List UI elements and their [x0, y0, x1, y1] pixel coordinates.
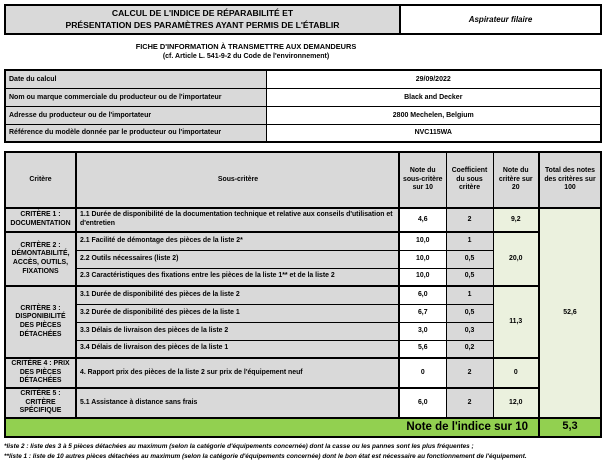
coef-2-1: 1 — [446, 232, 493, 250]
note-5-1: 6,0 — [399, 388, 446, 418]
score20-criterion-3: 11,3 — [493, 286, 539, 358]
table-row-1-1 — [5, 208, 601, 232]
criterion-2-name: CRITÈRE 2 : DÉMONTABILITÉ, ACCÈS, OUTILS, FIXATIONS — [5, 232, 76, 286]
header-band — [4, 4, 602, 35]
coef-3-2: 0,5 — [446, 304, 493, 322]
index-score-label: Note de l'indice sur 10 — [5, 418, 539, 437]
col-header-critere: Critère — [5, 152, 76, 208]
col-header-note-sous-critere: Note du sous-critère sur 10 — [399, 152, 446, 208]
note-3-2: 6,7 — [399, 304, 446, 322]
page-title-line1: CALCUL DE L'INDICE DE RÉPARABILITÉ ET — [111, 7, 294, 18]
info-row-address — [5, 106, 601, 124]
coef-2-2: 0,5 — [446, 250, 493, 268]
note-3-3: 3,0 — [399, 322, 446, 340]
product-category-box — [399, 6, 600, 33]
note-3-1: 6,0 — [399, 286, 446, 304]
note-4: 0 — [399, 358, 446, 388]
coef-3-3: 0,3 — [446, 322, 493, 340]
index-score-row — [5, 418, 601, 437]
subcriterion-2-3: 2.3 Caractéristiques des fixations entre les pièces de la liste 1** et de la liste 2 — [76, 268, 399, 286]
info-row-date — [5, 70, 601, 88]
coef-4: 2 — [446, 358, 493, 388]
subcriterion-2-1: 2.1 Facilité de démontage des pièces de la liste 2* — [76, 232, 399, 250]
subcriterion-2-2: 2.2 Outils nécessaires (liste 2) — [76, 250, 399, 268]
subtitle-line2: (cf. Article L. 541-9-2 du Code de l'environnement) — [162, 53, 330, 60]
note-2-1: 10,0 — [399, 232, 446, 250]
note-2-2: 10,0 — [399, 250, 446, 268]
table-row-4 — [5, 358, 601, 388]
col-header-coefficient: Coefficient du sous critère — [446, 152, 493, 208]
info-value-address: 2800 Mechelen, Belgium — [266, 106, 601, 124]
coef-1-1: 2 — [446, 208, 493, 232]
info-value-date: 29/09/2022 — [266, 70, 601, 88]
info-value-model: NVC115WA — [266, 124, 601, 142]
subcriterion-5-1: 5.1 Assistance à distance sans frais — [76, 388, 399, 418]
criterion-4-name: CRITÈRE 4 : PRIX DES PIÈCES DÉTACHÉES — [5, 358, 76, 388]
info-label-address: Adresse du producteur ou de l'importateur — [5, 106, 266, 124]
criteria-header-row — [5, 152, 601, 208]
note-3-4: 5,6 — [399, 340, 446, 358]
subcriterion-3-2: 3.2 Durée de disponibilité des pièces de la liste 1 — [76, 304, 399, 322]
product-category-label: Aspirateur filaire — [468, 15, 533, 24]
subcriterion-3-3: 3.3 Délais de livraison des pièces de la liste 2 — [76, 322, 399, 340]
info-value-producer: Black and Decker — [266, 88, 601, 106]
subcriterion-4: 4. Rapport prix des pièces de la liste 2 sur prix de l'équipement neuf — [76, 358, 399, 388]
info-row-model — [5, 124, 601, 142]
col-header-total: Total des notes des critères sur 100 — [539, 152, 601, 208]
subcriterion-1-1: 1.1 Durée de disponibilité de la documentation technique et relative aux conseils d'utilisation et d'entretien — [76, 208, 399, 232]
col-header-sous-critere: Sous-critère — [76, 152, 399, 208]
info-label-date: Date du calcul — [5, 70, 266, 88]
info-row-producer — [5, 88, 601, 106]
score20-criterion-2: 20,0 — [493, 232, 539, 286]
page-title-line2: PRÉSENTATION DES PARAMÈTRES AYANT PERMIS DE L'ÉTABLIR — [65, 19, 340, 30]
criteria-table — [4, 151, 602, 438]
info-label-producer: Nom ou marque commerciale du producteur ou de l'importateur — [5, 88, 266, 106]
criterion-5-name: CRITÈRE 5 : CRITÈRE SPÉCIFIQUE — [5, 388, 76, 418]
coef-5-1: 2 — [446, 388, 493, 418]
table-row-5-1 — [5, 388, 601, 418]
note-1-1: 4,6 — [399, 208, 446, 232]
subcriterion-3-1: 3.1 Durée de disponibilité des pièces de la liste 2 — [76, 286, 399, 304]
total-score-100: 52,6 — [539, 208, 601, 418]
subtitle — [4, 42, 488, 60]
criterion-3-name: CRITÈRE 3 : DISPONIBILITÉ DES PIÈCES DÉTACHÉES — [5, 286, 76, 358]
subtitle-line1: FICHE D'INFORMATION À TRANSMETTRE AUX DEMANDEURS — [135, 42, 357, 51]
footnote-liste1: **liste 1 : liste de 10 autres pièces détachées au maximum (selon la catégorie d'équipements concernée) dont le bon état est nécessaire au fonctionnement de l'équipement. — [4, 452, 527, 460]
note-2-3: 10,0 — [399, 268, 446, 286]
criterion-1-name: CRITÈRE 1 : DOCUMENTATION — [5, 208, 76, 232]
table-row-3-1 — [5, 286, 601, 304]
score20-criterion-1: 9,2 — [493, 208, 539, 232]
subcriterion-3-4: 3.4 Délais de livraison des pièces de la liste 1 — [76, 340, 399, 358]
score20-criterion-5: 12,0 — [493, 388, 539, 418]
footnotes — [4, 442, 602, 462]
col-header-note-critere: Note du critère sur 20 — [493, 152, 539, 208]
coef-3-4: 0,2 — [446, 340, 493, 358]
producer-info-table — [4, 69, 602, 143]
page-title — [6, 6, 399, 33]
coef-3-1: 1 — [446, 286, 493, 304]
coef-2-3: 0,5 — [446, 268, 493, 286]
index-score-value: 5,3 — [539, 418, 601, 437]
score20-criterion-4: 0 — [493, 358, 539, 388]
info-label-model: Référence du modèle donnée par le producteur ou l'importateur — [5, 124, 266, 142]
table-row-2-1 — [5, 232, 601, 250]
footnote-liste2: *liste 2 : liste des 3 à 5 pièces détachées au maximum (selon la catégorie d'équipements concernée) dont la casse ou les pannes sont les plus fréquentes ; — [4, 442, 474, 450]
